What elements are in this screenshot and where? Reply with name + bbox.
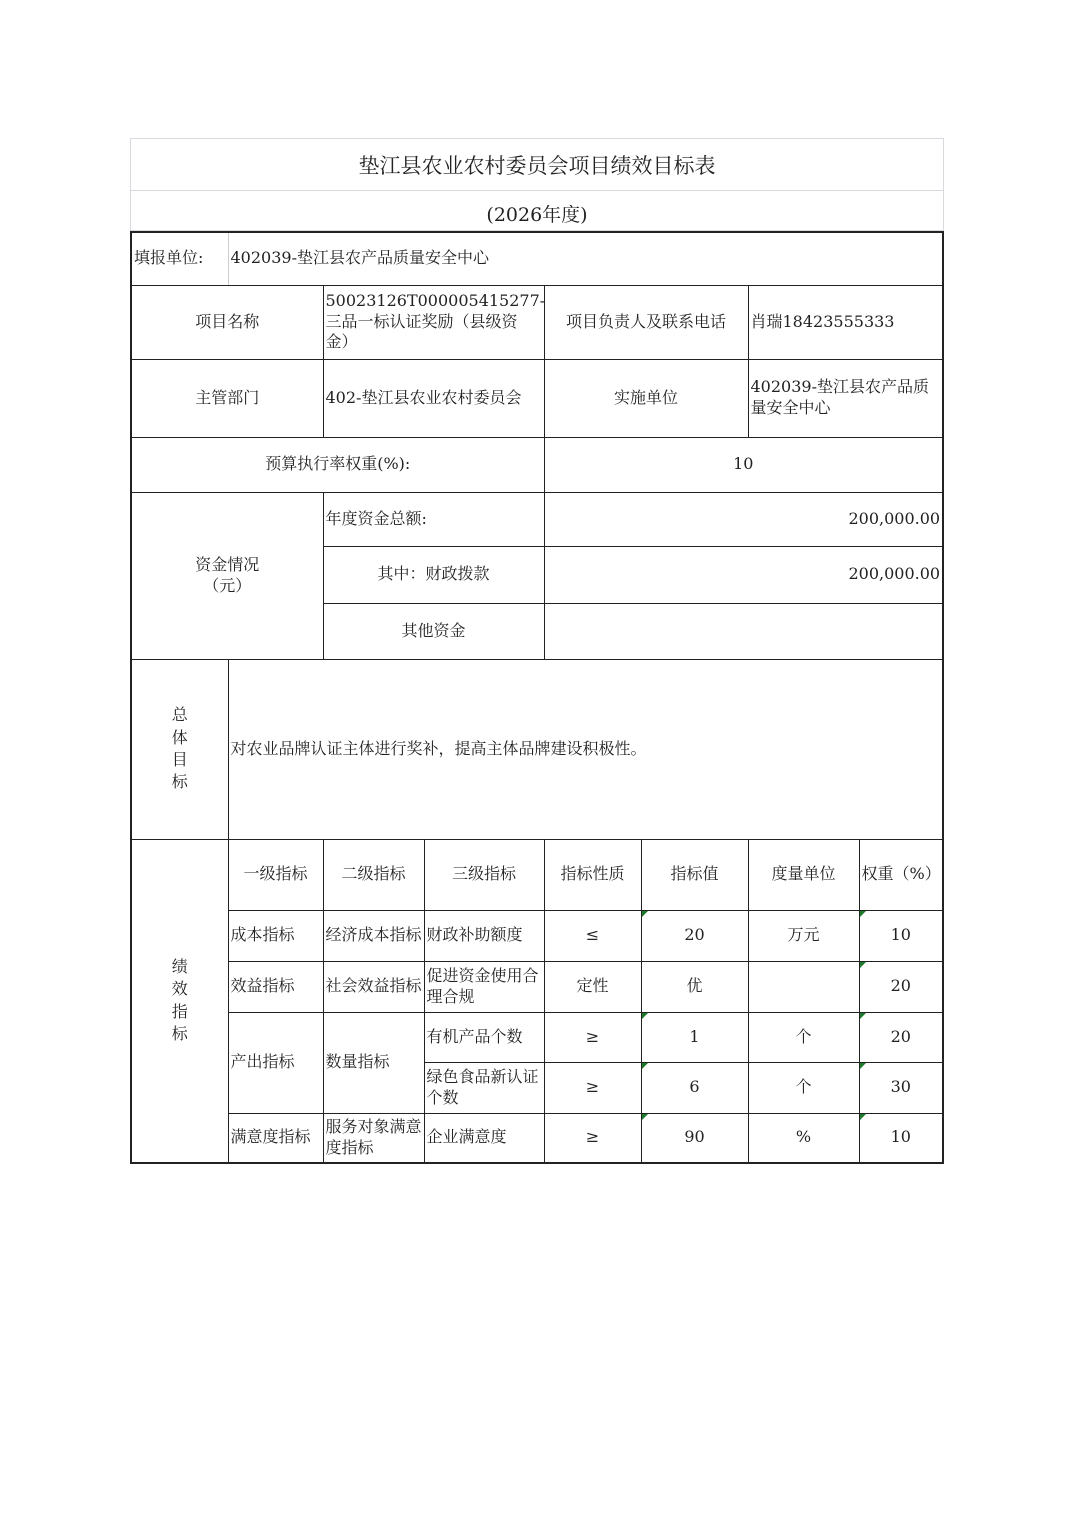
row-nature: 定性 xyxy=(544,961,641,1012)
indicators-label-char: 效 xyxy=(171,979,188,999)
row-level3: 有机产品个数 xyxy=(424,1012,544,1062)
header-level1: 一级指标 xyxy=(228,839,323,910)
row-level2: 经济成本指标 xyxy=(323,910,424,961)
indicators-label-char: 绩 xyxy=(171,956,188,976)
implementer-value: 402039-垫江县农产品质量安全中心 xyxy=(748,359,943,437)
fill-unit-row xyxy=(131,232,943,285)
row-unit: 个 xyxy=(748,1062,859,1113)
row-level3: 企业满意度 xyxy=(424,1113,544,1163)
funds-label xyxy=(131,492,323,659)
funds-other-label: 其他资金 xyxy=(323,603,544,659)
funds-other-value xyxy=(544,603,943,659)
project-contact-label: 项目负责人及联系电话 xyxy=(544,285,748,359)
funds-label-line1: 资金情况 xyxy=(195,554,260,574)
row-nature: ≥ xyxy=(544,1012,641,1062)
header-nature: 指标性质 xyxy=(544,839,641,910)
funds-fiscal-label: 其中：财政拨款 xyxy=(323,546,544,603)
row-level3: 绿色食品新认证个数 xyxy=(424,1062,544,1113)
funds-total-row xyxy=(131,492,943,546)
row-nature: ≥ xyxy=(544,1062,641,1113)
row-weight: 20 xyxy=(859,961,943,1012)
header-weight: 权重（%） xyxy=(859,839,943,910)
row-level3: 财政补助额度 xyxy=(424,910,544,961)
funds-label-line2: （元） xyxy=(203,575,252,595)
row-value: 20 xyxy=(641,910,748,961)
overall-goal-text: 对农业品牌认证主体进行奖补，提高主体品牌建设积极性。 xyxy=(228,659,943,839)
department-row xyxy=(131,359,943,437)
header-unit: 度量单位 xyxy=(748,839,859,910)
row-level2: 数量指标 xyxy=(323,1012,424,1113)
indicators-label xyxy=(131,839,228,1163)
department-value: 402-垫江县农业农村委员会 xyxy=(323,359,544,437)
row-level1: 产出指标 xyxy=(228,1012,323,1113)
project-name-value: 50023126T000005415277-三品一标认证奖励（县级资金） xyxy=(323,285,544,359)
budget-weight-label: 预算执行率权重(%): xyxy=(131,437,544,492)
row-weight: 20 xyxy=(859,1012,943,1062)
funds-total-label: 年度资金总额: xyxy=(323,492,544,546)
row-weight: 30 xyxy=(859,1062,943,1113)
row-level1: 满意度指标 xyxy=(228,1113,323,1163)
table-row xyxy=(131,961,943,1012)
row-level3: 促进资金使用合理合规 xyxy=(424,961,544,1012)
table-row xyxy=(131,1012,943,1062)
row-level1: 效益指标 xyxy=(228,961,323,1012)
row-level2: 社会效益指标 xyxy=(323,961,424,1012)
funds-total-value: 200,000.00 xyxy=(544,492,943,546)
row-unit: % xyxy=(748,1113,859,1163)
row-value: 6 xyxy=(641,1062,748,1113)
project-contact-value: 肖瑞18423555333 xyxy=(748,285,943,359)
row-unit xyxy=(748,961,859,1012)
header-level2: 二级指标 xyxy=(323,839,424,910)
department-label: 主管部门 xyxy=(131,359,323,437)
overall-goal-row xyxy=(131,659,943,839)
implementer-label: 实施单位 xyxy=(544,359,748,437)
table-row xyxy=(131,910,943,961)
performance-target-sheet xyxy=(130,138,944,1164)
indicators-label-char: 指 xyxy=(171,1001,188,1021)
overall-goal-label-char: 体 xyxy=(171,727,188,747)
overall-goal-label-char: 目 xyxy=(171,750,188,769)
sheet-header xyxy=(130,138,944,231)
row-value: 1 xyxy=(641,1012,748,1062)
overall-goal-label-char: 标 xyxy=(171,772,188,792)
row-weight: 10 xyxy=(859,910,943,961)
budget-weight-row xyxy=(131,437,943,492)
row-value: 90 xyxy=(641,1113,748,1163)
indicators-label-char: 标 xyxy=(171,1024,188,1044)
row-unit: 万元 xyxy=(748,910,859,961)
row-nature: ≤ xyxy=(544,910,641,961)
row-unit: 个 xyxy=(748,1012,859,1062)
overall-goal-label xyxy=(131,659,228,839)
document-year: (2026年度) xyxy=(131,191,943,231)
row-value: 优 xyxy=(641,961,748,1012)
funds-fiscal-value: 200,000.00 xyxy=(544,546,943,603)
header-value: 指标值 xyxy=(641,839,748,910)
document-title: 垫江县农业农村委员会项目绩效目标表 xyxy=(131,139,943,191)
indicator-header-row xyxy=(131,839,943,910)
row-level2: 服务对象满意度指标 xyxy=(323,1113,424,1163)
table-row xyxy=(131,1113,943,1163)
header-level3: 三级指标 xyxy=(424,839,544,910)
project-name-label: 项目名称 xyxy=(131,285,323,359)
fill-unit-value: 402039-垫江县农产品质量安全中心 xyxy=(228,232,943,285)
row-weight: 10 xyxy=(859,1113,943,1163)
row-level1: 成本指标 xyxy=(228,910,323,961)
row-nature: ≥ xyxy=(544,1113,641,1163)
fill-unit-label: 填报单位: xyxy=(131,232,228,285)
budget-weight-value: 10 xyxy=(544,437,943,492)
main-table xyxy=(130,231,944,1164)
overall-goal-label-char: 总 xyxy=(171,705,188,725)
project-name-row xyxy=(131,285,943,359)
